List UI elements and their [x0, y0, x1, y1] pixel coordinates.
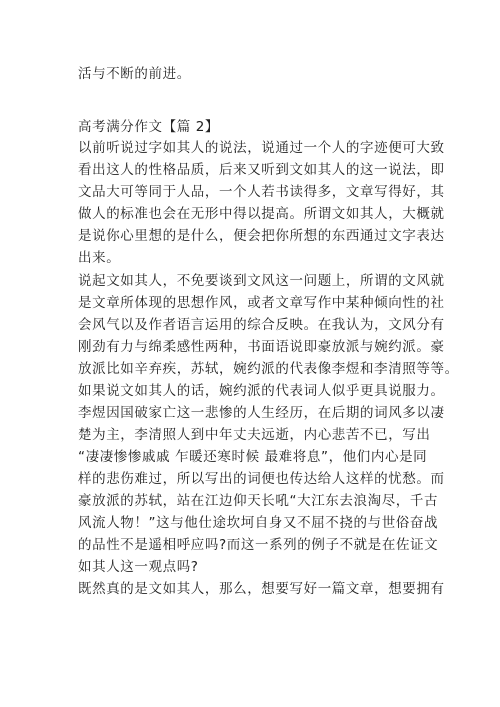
text-line: 出来。 [78, 250, 121, 266]
text-line: 如其人这一观点吗? [78, 559, 199, 575]
section-heading: 高考满分作文【篇 2】 [78, 119, 219, 135]
text-line: 样的悲伤难过，所以写出的词便也传达给人这样的忧愁。而 [78, 471, 445, 487]
text-line: 既然真的是文如其人，那么，想要写好一篇文章，想要拥有 [78, 581, 445, 597]
text-line: 放派比如辛弃疾，苏轼，婉约派的代表像李煜和李清照等等。 [78, 361, 459, 377]
text-line: 看出这人的性格品质，后来又听到文如其人的这一说法，即 [78, 162, 445, 178]
text-line: 会风气以及作者语言运用的综合反映。在我认为，文风分有 [78, 317, 445, 333]
text-line: 如果说文如其人的话，婉约派的代表词人似乎更具说服力。 [78, 383, 445, 399]
text-line: 风流人物！”这与他仕途坎坷自身又不屈不挠的与世俗奋战 [78, 515, 439, 531]
text-line: “凄凄惨惨戚戚 乍暖还寒时候 最难将息”，他们内心是同 [78, 449, 428, 465]
text-line: 文品大可等同于人品，一个人若书读得多，文章写得好，其 [78, 184, 445, 200]
text-line: 是说你心里想的是什么，便会把你所想的东西通过文字表达 [78, 228, 445, 244]
text-line: 说起文如其人，不免要谈到文风这一问题上，所谓的文风就 [78, 273, 445, 289]
text-line: 做人的标准也会在无形中得以提高。所谓文如其人，大概就 [78, 206, 445, 222]
text-line: 李煜因国破家亡这一悲惨的人生经历，在后期的词风多以凄 [78, 405, 445, 421]
continuation-line: 活与不断的前进。 [78, 66, 191, 82]
text-line: 楚为主，李清照人到中年丈夫远逝，内心悲苦不已，写出 [78, 427, 431, 443]
text-line: 是文章所体现的思想作风，或者文章写作中某种倾向性的社 [78, 295, 445, 311]
text-line: 的品性不是遥相呼应吗?而这一系列的例子不就是在佐证文 [78, 537, 439, 553]
text-line: 以前听说过字如其人的说法，说通过一个人的字迹便可大致 [78, 140, 445, 156]
text-line: 刚劲有力与绵柔感性两种，书面语说即豪放派与婉约派。豪 [78, 339, 445, 355]
text-line: 豪放派的苏轼，站在江边仰天长吼“大江东去浪淘尽，千古 [78, 493, 439, 509]
